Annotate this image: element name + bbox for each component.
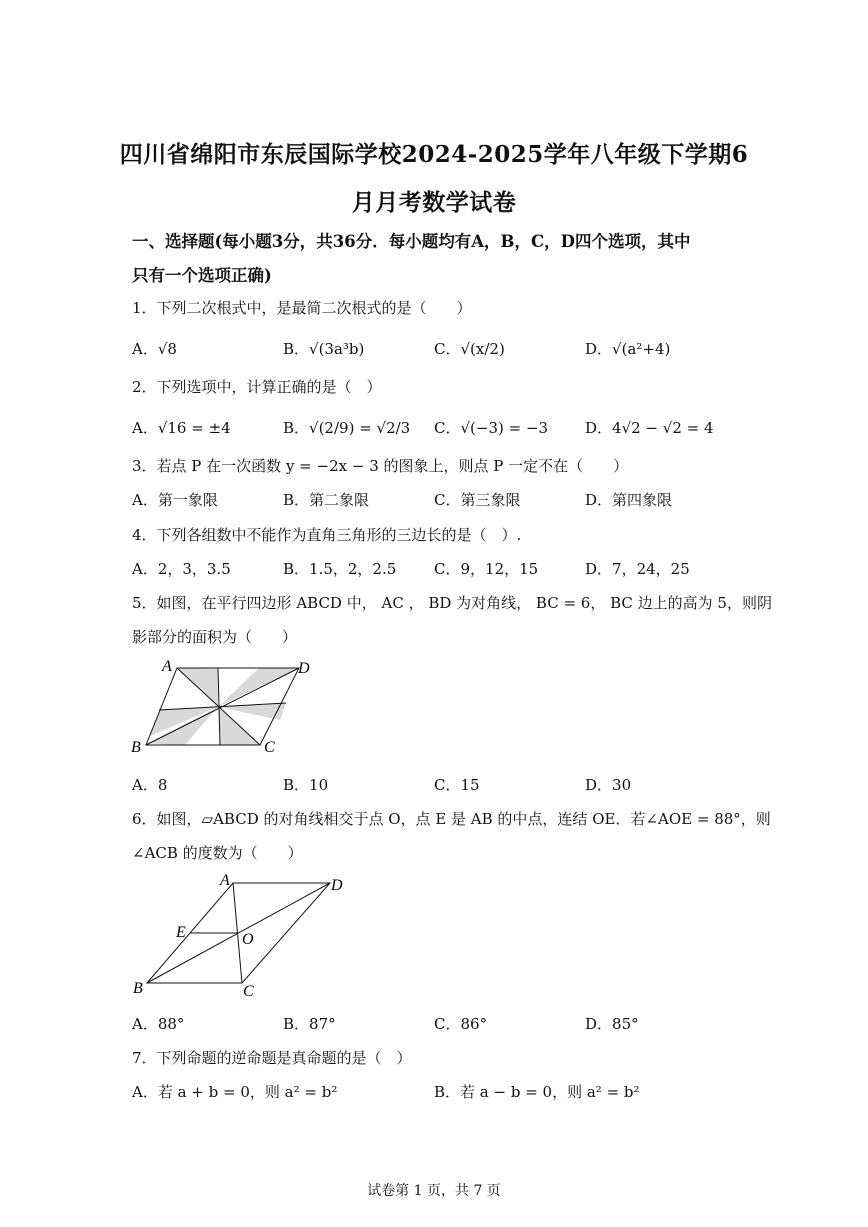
question-6-stem-line-2: ∠ACB 的度数为（ ） bbox=[132, 844, 303, 862]
question-6-option-b: B．87° bbox=[283, 1015, 336, 1033]
question-3-option-b: B．第二象限 bbox=[283, 491, 370, 509]
question-1-option-a: A．√8 bbox=[132, 340, 177, 358]
label-c: C bbox=[243, 983, 254, 1000]
diagonal-b-d bbox=[147, 883, 330, 983]
question-3-option-c: C．第三象限 bbox=[434, 491, 521, 509]
question-5-stem-line-2: 影部分的面积为（ ） bbox=[132, 628, 298, 646]
label-a: A bbox=[220, 872, 230, 889]
question-7-option-b: B．若 a − b = 0，则 a² = b² bbox=[434, 1083, 640, 1101]
question-1-stem: 1．下列二次根式中，是最简二次根式的是（ ） bbox=[132, 299, 472, 317]
question-4-option-c: C．9，12，15 bbox=[434, 560, 539, 578]
label-b: B bbox=[131, 739, 141, 756]
question-2-option-c: C．√(−3) = −3 bbox=[434, 419, 549, 437]
label-a: A bbox=[162, 658, 172, 675]
question-5-option-c: C．15 bbox=[434, 776, 480, 794]
question-6-parallelogram-figure bbox=[128, 868, 358, 1003]
question-7-stem: 7．下列命题的逆命题是真命题的是（ ） bbox=[132, 1049, 412, 1067]
label-b: B bbox=[133, 980, 143, 997]
question-5-parallelogram-figure bbox=[128, 655, 310, 760]
question-6-option-a: A．88° bbox=[132, 1015, 185, 1033]
question-3-option-a: A．第一象限 bbox=[132, 491, 218, 509]
question-2-option-b: B．√(2/9) = √2/3 bbox=[283, 419, 411, 437]
question-4-option-b: B．1.5，2，2.5 bbox=[283, 560, 397, 578]
question-2-stem: 2．下列选项中，计算正确的是（ ） bbox=[132, 378, 382, 396]
label-c: C bbox=[264, 739, 275, 756]
question-5-option-b: B．10 bbox=[283, 776, 329, 794]
question-3-option-d: D．第四象限 bbox=[585, 491, 673, 509]
question-2-option-d: D．4√2 − √2 = 4 bbox=[585, 419, 714, 437]
question-2-option-a: A．√16 = ±4 bbox=[132, 419, 231, 437]
section-heading-line-1: 一、选择题(每小题3分，共36分．每小题均有A，B，C，D四个选项，其中 bbox=[132, 232, 691, 251]
question-6-option-c: C．86° bbox=[434, 1015, 488, 1033]
page-footer: 试卷第 1 页，共 7 页 bbox=[367, 1183, 501, 1199]
question-5-option-d: D．30 bbox=[585, 776, 632, 794]
question-1-option-c: C．√(x/2) bbox=[434, 340, 505, 358]
question-4-option-d: D．7，24，25 bbox=[585, 560, 690, 578]
label-d: D bbox=[331, 877, 343, 894]
question-6-stem-line-1: 6．如图，▱ABCD 的对角线相交于点 O，点 E 是 AB 的中点，连结 OE．若∠AOE = 88°，则 bbox=[132, 810, 771, 828]
page-title-line-1: 四川省绵阳市东辰国际学校2024-2025学年八年级下学期6 bbox=[119, 141, 749, 168]
label-o: O bbox=[242, 931, 254, 948]
question-4-option-a: A．2，3，3.5 bbox=[132, 560, 231, 578]
question-6-option-d: D．85° bbox=[585, 1015, 639, 1033]
question-4-stem: 4．下列各组数中不能作为直角三角形的三边长的是（ ）. bbox=[132, 526, 522, 544]
section-heading-line-2: 只有一个选项正确) bbox=[132, 266, 272, 285]
question-3-stem: 3．若点 P 在一次函数 y = −2x − 3 的图象上，则点 P 一定不在（ ） bbox=[132, 457, 629, 475]
label-d: D bbox=[298, 660, 310, 677]
label-e: E bbox=[176, 924, 186, 941]
page-title-line-2: 月月考数学试卷 bbox=[351, 189, 517, 216]
question-1-option-d: D．√(a²+4) bbox=[585, 340, 671, 358]
question-5-stem-line-1: 5．如图，在平行四边形 ABCD 中， AC ， BD 为对角线， BC = 6， BC 边上的高为 5，则阴 bbox=[132, 594, 772, 612]
question-1-option-b: B．√(3a³b) bbox=[283, 340, 365, 358]
question-7-option-a: A．若 a + b = 0，则 a² = b² bbox=[132, 1083, 338, 1101]
question-5-option-a: A．8 bbox=[132, 776, 168, 794]
